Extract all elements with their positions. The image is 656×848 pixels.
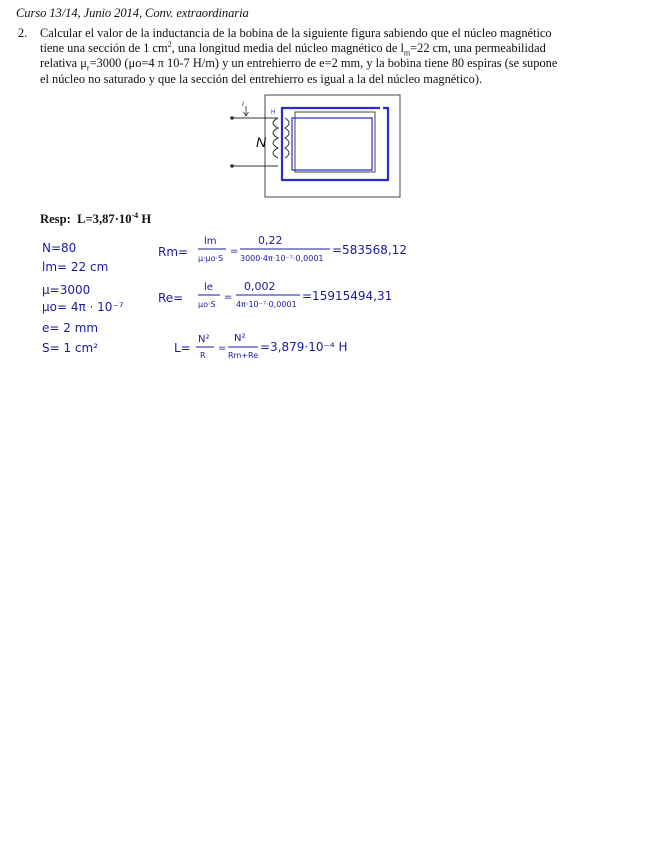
problem-line-4: el núcleo no saturado y que la sección del entrehierro es igual a la del núcleo magnético). xyxy=(40,71,483,86)
l-denominator: Rm+Re xyxy=(228,351,259,360)
re-mu-s: μo·S xyxy=(198,300,216,309)
problem-statement xyxy=(18,26,618,87)
core-inner-path xyxy=(292,118,372,170)
magnetic-core-figure xyxy=(220,92,405,200)
current-label: i xyxy=(242,100,244,108)
text-fragment: =3000 (μo=4 π 10-7 H/m) y un entrehierro de e=2 mm, y la bobina tiene 80 espiras (se supone xyxy=(89,56,558,71)
answer-line xyxy=(40,212,151,227)
given-s: S= 1 cm² xyxy=(42,341,99,355)
terminal-bottom xyxy=(230,164,234,168)
given-lm: lm= 22 cm xyxy=(42,260,109,274)
problem-text xyxy=(40,26,618,87)
re-numerator: 0,002 xyxy=(244,280,276,293)
rm-result: =583568,12 xyxy=(332,243,407,257)
given-mu: μ=3000 xyxy=(42,283,91,297)
rm-numerator: 0,22 xyxy=(258,234,283,247)
re-denominator: 4π·10⁻⁷·0,0001 xyxy=(236,300,297,309)
l-lhs: L= xyxy=(174,341,191,355)
course-header: Curso 13/14, Junio 2014, Conv. extraordinaria xyxy=(16,6,249,20)
rm-denominator: 3000·4π·10⁻⁷·0,0001 xyxy=(240,254,324,263)
l-n2-over: N² xyxy=(198,334,210,345)
l-numerator: N² xyxy=(234,333,246,344)
given-e: e= 2 mm xyxy=(42,321,99,335)
problem-line-3 xyxy=(40,56,618,71)
l-r-under: R xyxy=(200,351,206,360)
terminal-top xyxy=(230,116,234,120)
l-equals: = xyxy=(218,343,227,354)
answer-value: L=3,87·10 xyxy=(77,212,132,226)
subscript: r xyxy=(86,63,90,73)
outer-frame xyxy=(265,95,400,197)
text-fragment: =22 cm, una permeabilidad xyxy=(410,41,546,56)
answer-unit: H xyxy=(141,212,152,226)
subscript: m xyxy=(403,48,411,58)
text-fragment: relativa μ xyxy=(40,56,87,71)
text-fragment: tiene una sección de 1 cm xyxy=(40,41,168,56)
handwritten-notes xyxy=(38,230,438,370)
rm-lhs: Rm= xyxy=(158,245,189,259)
coil-label: N xyxy=(256,134,267,150)
coil-windings-front xyxy=(285,118,289,158)
l-result: =3,879·10⁻⁴ H xyxy=(260,340,348,354)
text-fragment: , una longitud media del núcleo magnético de l xyxy=(171,41,404,56)
coil-windings xyxy=(273,118,278,158)
problem-line-1: Calcular el valor de la inductancia de la bobina de la siguiente figura sabiendo que el núcleo magnético xyxy=(40,26,552,40)
superscript: 2 xyxy=(167,40,172,50)
given-mu0: μo= 4π · 10⁻⁷ xyxy=(42,300,124,314)
answer-exponent: -4 xyxy=(131,210,139,220)
gap-marker: H xyxy=(271,110,276,116)
problem-number: 2. xyxy=(18,26,28,40)
problem-line-2 xyxy=(40,41,618,56)
re-le-over: le xyxy=(204,282,213,293)
given-n: N=80 xyxy=(42,241,77,255)
rm-mu-s: μ·μo·S xyxy=(198,254,224,263)
rm-equals: = xyxy=(230,246,239,257)
re-lhs: Re= xyxy=(158,291,184,305)
re-equals: = xyxy=(224,292,233,303)
rm-lm-over: lm xyxy=(204,236,217,247)
answer-label: Resp: xyxy=(40,212,71,226)
re-result: =15915494,31 xyxy=(302,289,393,303)
inner-frame xyxy=(295,112,375,172)
